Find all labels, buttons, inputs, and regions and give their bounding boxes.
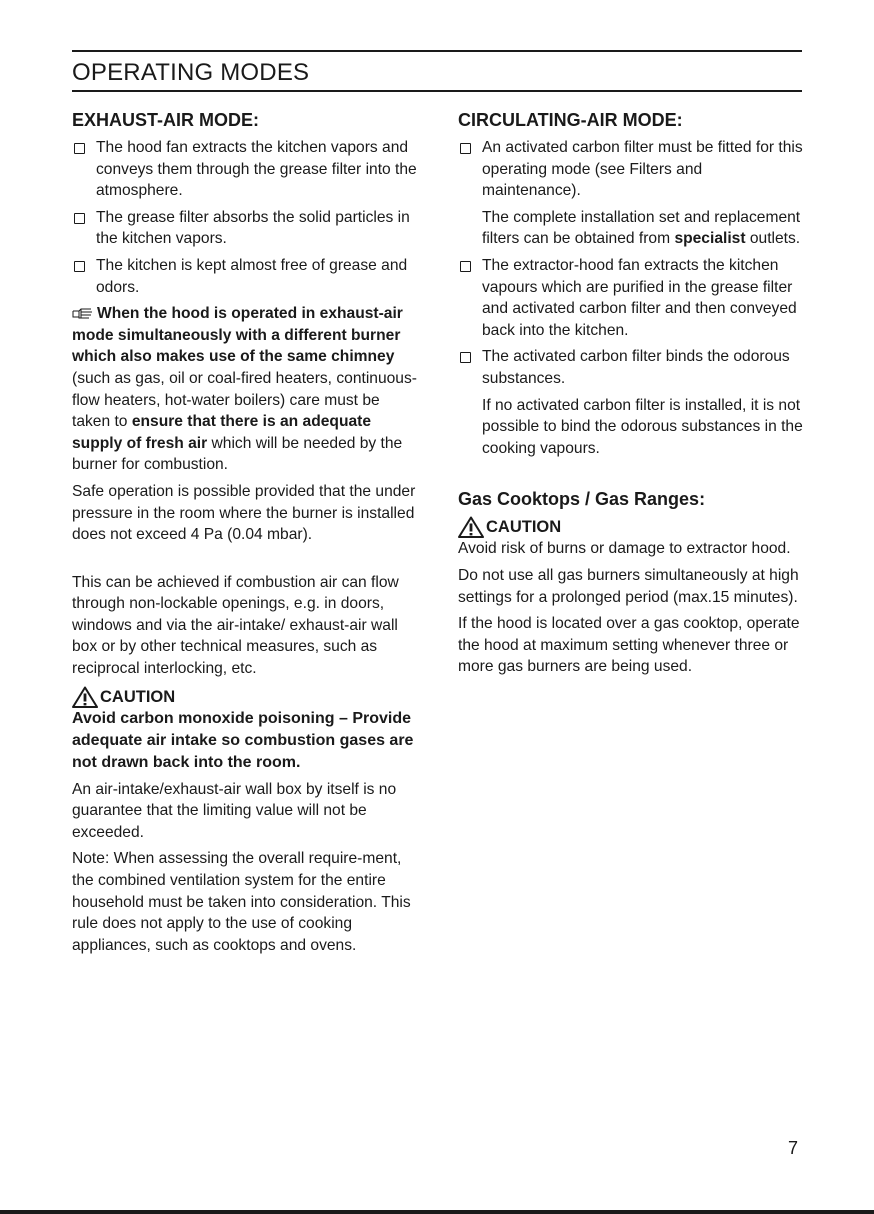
note-paragraph: Note: When assessing the overall require-ment, the combined ventilation system for the entire household must be taken into consideration. This rule does not apply to the use of cooking appliances, such as cooktops and ovens.	[72, 850, 411, 954]
wall-box-paragraph: An air-intake/exhaust-air wall box by itself is no guarantee that the limiting value will not be exceeded.	[72, 780, 397, 841]
list-item: The grease filter absorbs the solid particles in the kitchen vapors.	[72, 207, 417, 250]
safe-operation-paragraph: Safe operation is possible provided that the under pressure in the room where the burner is installed does not exceed 4 Pa (0.04 mbar).	[72, 482, 416, 544]
list-item: The extractor-hood fan extracts the kitchen vapours which are purified in the grease filter and activated carbon filter and then conveyed back into the kitchen.	[458, 255, 803, 341]
checkbox-bullet-icon	[74, 261, 85, 272]
left-column	[72, 108, 417, 961]
caution-heading: CAUTION	[72, 686, 417, 708]
title-underline	[72, 90, 802, 92]
burns-paragraph: Avoid risk of burns or damage to extractor hood.	[458, 540, 791, 558]
top-rule	[72, 50, 802, 52]
list-item: An activated carbon filter must be fitted for this operating mode (see Filters and maintenance).	[458, 137, 803, 202]
checkbox-bullet-icon	[74, 213, 85, 224]
chimney-note: When the hood is operated in exhaust-air mode simultaneously with a different burner which also makes use of the same chimney (such as gas, oil or coal-fired heaters, continuous-flow heaters, hot-water boilers) care must be taken to ensure that there is an adequate supply of fresh air which will be needed by the burner for combustion.	[72, 305, 417, 474]
bottom-edge-bar	[0, 1210, 874, 1214]
right-column	[458, 108, 803, 683]
pointing-hand-icon	[72, 308, 94, 320]
circulating-air-heading: CIRCULATING-AIR MODE:	[458, 110, 683, 130]
warning-triangle-icon	[458, 516, 484, 538]
checkbox-bullet-icon	[74, 143, 85, 154]
checkbox-bullet-icon	[460, 143, 471, 154]
burners-paragraph: Do not use all gas burners simultaneously at high settings for a prolonged period (max.15 minutes).	[458, 566, 799, 606]
caution-heading: CAUTION	[458, 516, 803, 538]
page-number: 7	[788, 1138, 799, 1158]
caution-statement: Avoid carbon monoxide poisoning – Provide adequate air intake so combustion gases are not drawn back into the room.	[72, 709, 414, 771]
exhaust-air-heading: EXHAUST-AIR MODE:	[72, 110, 260, 130]
list-item: The activated carbon filter binds the odorous substances.	[458, 346, 803, 389]
list-item: The kitchen is kept almost free of grease and odors.	[72, 255, 417, 298]
gas-cooktops-heading: Gas Cooktops / Gas Ranges:	[458, 489, 706, 510]
max-setting-paragraph: If the hood is located over a gas cooktop, operate the hood at maximum setting whenever three or more gas burners are being used.	[458, 615, 800, 676]
list-item: The hood fan extracts the kitchen vapors and conveys them through the grease filter into the atmosphere.	[72, 137, 417, 202]
checkbox-bullet-icon	[460, 261, 471, 272]
combustion-air-paragraph: This can be achieved if combustion air can flow through non-lockable openings, e.g. in doors, windows and via the air-intake/ exhaust-air wall box or by other technical measures, such as reciprocal interlocking, etc.	[72, 573, 399, 678]
installation-set-paragraph: The complete installation set and replacement filters can be obtained from specialist outlets.	[482, 208, 801, 248]
no-filter-paragraph: If no activated carbon filter is installed, it is not possible to bind the odorous substances in the cooking vapours.	[482, 396, 803, 457]
page-title: OPERATING MODES	[72, 59, 310, 86]
warning-triangle-icon	[72, 686, 98, 708]
checkbox-bullet-icon	[460, 352, 471, 363]
